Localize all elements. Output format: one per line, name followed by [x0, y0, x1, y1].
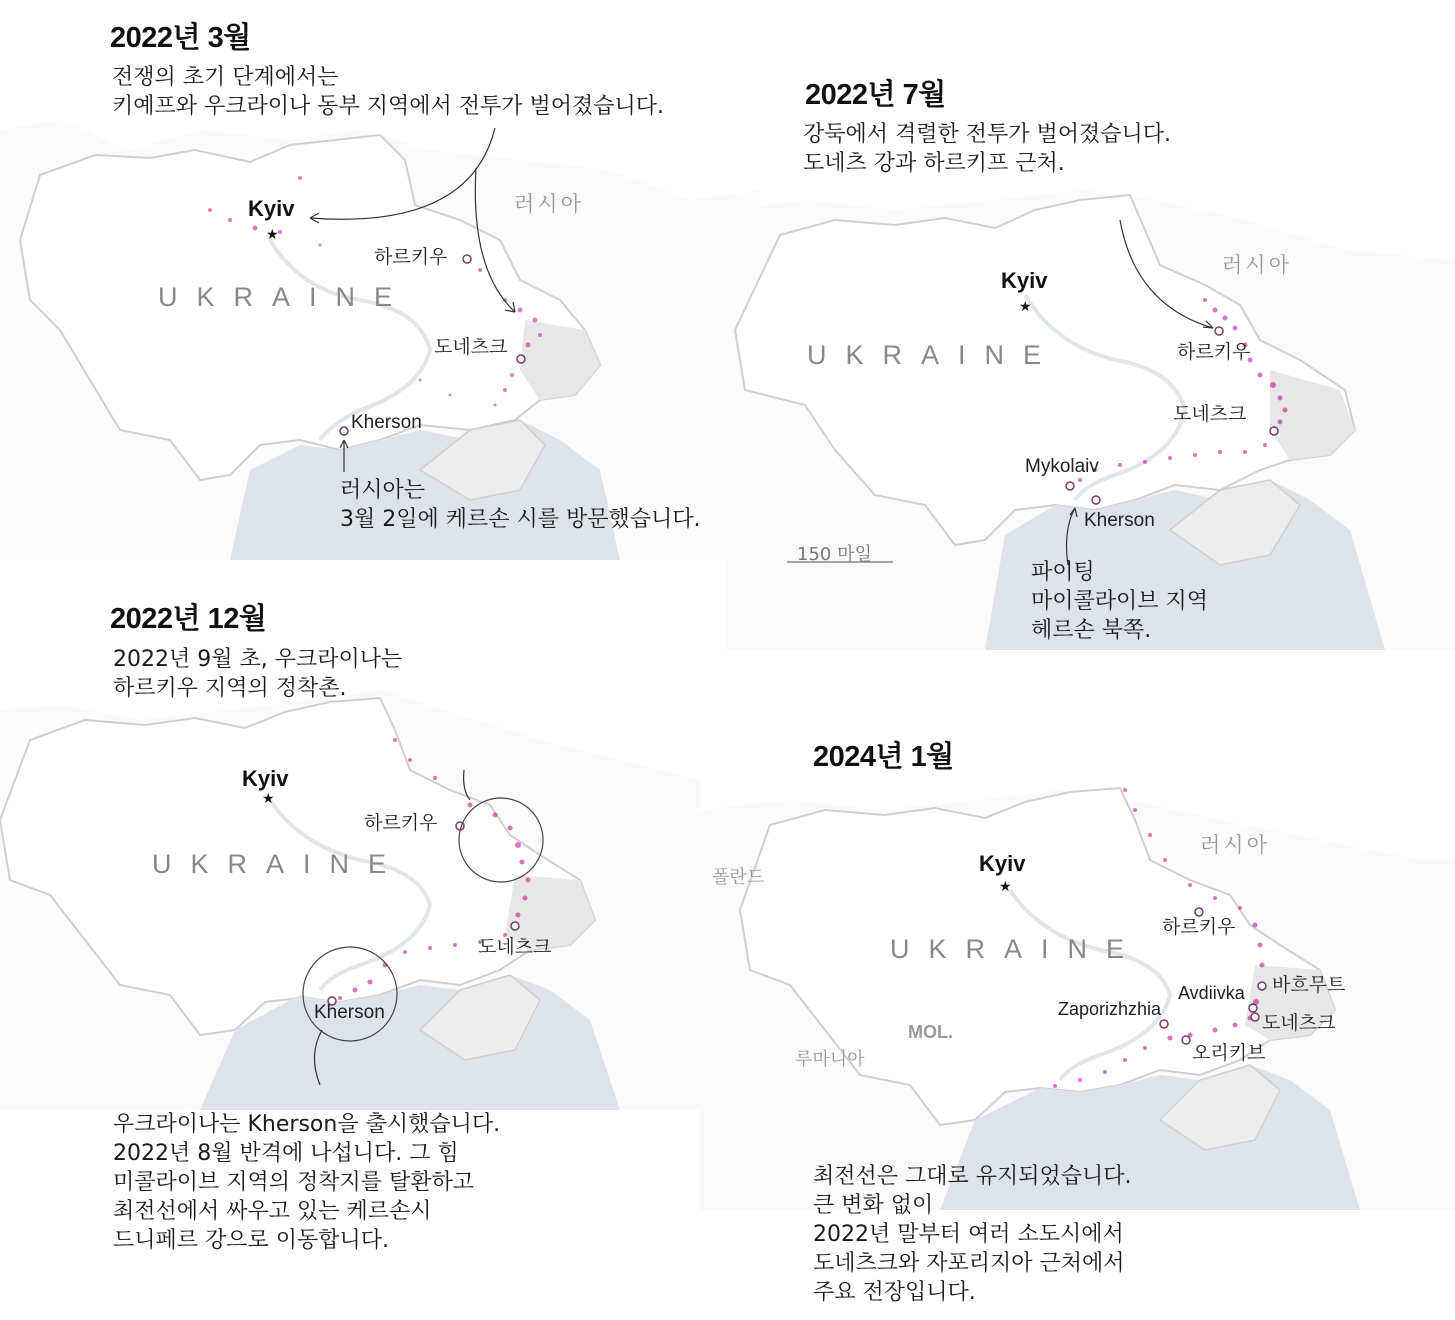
caption-line: 도네츠 강과 하르키프 근처.	[803, 151, 1065, 176]
annotation-line: 2022년 8월 반격에 나섭니다. 그 힘	[113, 1141, 459, 1166]
annotation	[340, 476, 701, 534]
country-label: UKRAINE	[152, 849, 406, 879]
panel-title: 2022년 3월	[110, 22, 251, 54]
annotation-line: 2022년 말부터 여러 소도시에서	[813, 1222, 1124, 1247]
russia-label: 러시아	[1200, 833, 1270, 857]
annotation-line: 주요 전장입니다.	[813, 1280, 976, 1305]
scale-label: 150 마일	[797, 544, 872, 565]
annotation	[813, 1162, 1132, 1307]
panel-title: 2022년 7월	[805, 79, 946, 111]
orikhiv-label: 오리키브	[1192, 1042, 1266, 1064]
caption-line: 하르키우 지역의 정착촌.	[113, 676, 347, 701]
panel-march-2022	[0, 0, 760, 560]
panel-july-2022	[725, 60, 1455, 650]
kherson-label: Kherson	[1084, 510, 1155, 531]
annotation-line: 3월 2일에 케르손 시를 방문했습니다.	[340, 507, 701, 532]
annotation	[1031, 558, 1208, 645]
mykolaiv-label: Mykolaiv	[1025, 456, 1099, 477]
donetsk-label: 도네츠크	[478, 936, 552, 958]
zaporizhzhia-marker	[1160, 1020, 1168, 1028]
panel-caption	[803, 120, 1171, 178]
annotation-line: 미콜라이브 지역의 정착지를 탈환하고	[113, 1170, 475, 1195]
kyiv-star: ★	[262, 791, 275, 807]
panel-title: 2022년 12월	[110, 603, 267, 635]
russia-label: 러시아	[514, 192, 584, 216]
annotation-line: 헤르손 북쪽.	[1031, 618, 1152, 643]
country-label: UKRAINE	[890, 934, 1144, 964]
caption-line: 강둑에서 격렬한 전투가 벌어졌습니다.	[803, 122, 1172, 147]
panel-caption	[113, 645, 402, 703]
donetsk-label: 도네츠크	[1262, 1012, 1336, 1034]
annotation-line: 우크라이나는 Kherson을 출시했습니다.	[113, 1112, 501, 1137]
avdiivka-marker	[1249, 1004, 1257, 1012]
zaporizhzhia-label: Zaporizhzhia	[1058, 999, 1162, 1019]
annotation	[113, 1110, 500, 1255]
annotation-line: 파이팅	[1031, 560, 1095, 585]
avdiivka-label: Avdiivka	[1178, 983, 1245, 1003]
donetsk-label: 도네츠크	[434, 336, 508, 358]
kyiv-star: ★	[1019, 299, 1032, 315]
kyiv-label: Kyiv	[1001, 268, 1048, 293]
caption-line: 키예프와 우크라이나 동부 지역에서 전투가 벌어졌습니다.	[112, 94, 665, 119]
panel-caption	[112, 63, 664, 121]
annotation-line: 마이콜라이브 지역	[1031, 589, 1209, 614]
panel-january-2024	[700, 730, 1455, 1320]
panel-december-2022	[0, 590, 700, 1270]
kharkiv-label: 하르키우	[1177, 341, 1251, 363]
annotation-line: 드니페르 강으로 이동합니다.	[113, 1228, 390, 1253]
donetsk-marker	[1270, 427, 1278, 435]
donetsk-label: 도네츠크	[1173, 403, 1247, 425]
kharkiv-label: 하르키우	[374, 246, 448, 268]
donetsk-marker	[1251, 1013, 1259, 1021]
kherson-label: Kherson	[351, 412, 422, 433]
caption-line: 2022년 9월 초, 우크라이나는	[113, 647, 403, 672]
mykolaiv-marker	[1066, 482, 1074, 490]
kherson-label: Kherson	[314, 1002, 385, 1023]
kherson-marker	[1092, 496, 1100, 504]
kharkiv-marker	[1215, 327, 1223, 335]
kherson-marker	[340, 427, 348, 435]
kyiv-star: ★	[999, 879, 1012, 895]
annotation-line: 러시아는	[340, 478, 426, 503]
caption-line: 전쟁의 초기 단계에서는	[112, 65, 339, 90]
russia-label: 러시아	[1222, 253, 1292, 277]
panel-title: 2024년 1월	[813, 741, 954, 773]
kharkiv-label: 하르키우	[1162, 916, 1236, 938]
kyiv-star: ★	[266, 227, 279, 243]
kharkiv-marker	[463, 255, 471, 263]
orikhiv-marker	[1182, 1036, 1190, 1044]
kyiv-label: Kyiv	[979, 851, 1026, 876]
bakhmut-label: 바흐무트	[1272, 974, 1346, 996]
kyiv-label: Kyiv	[248, 196, 295, 221]
annotation-line: 큰 변화 없이	[813, 1193, 934, 1218]
country-label: UKRAINE	[158, 282, 412, 312]
donetsk-marker	[517, 355, 525, 363]
moldova-label: MOL.	[908, 1022, 953, 1042]
annotation-line: 최전선은 그대로 유지되었습니다.	[813, 1164, 1132, 1189]
kyiv-label: Kyiv	[242, 766, 289, 791]
donetsk-marker	[511, 922, 519, 930]
kharkiv-label: 하르키우	[364, 812, 438, 834]
poland-label: 폴란드	[712, 867, 765, 888]
bakhmut-marker	[1258, 982, 1266, 990]
annotation-line: 도네츠크와 자포리지아 근처에서	[813, 1251, 1125, 1276]
romania-label: 루마니아	[795, 1049, 865, 1070]
country-label: UKRAINE	[807, 340, 1061, 370]
annotation-line: 최전선에서 싸우고 있는 케르손시	[113, 1199, 432, 1224]
